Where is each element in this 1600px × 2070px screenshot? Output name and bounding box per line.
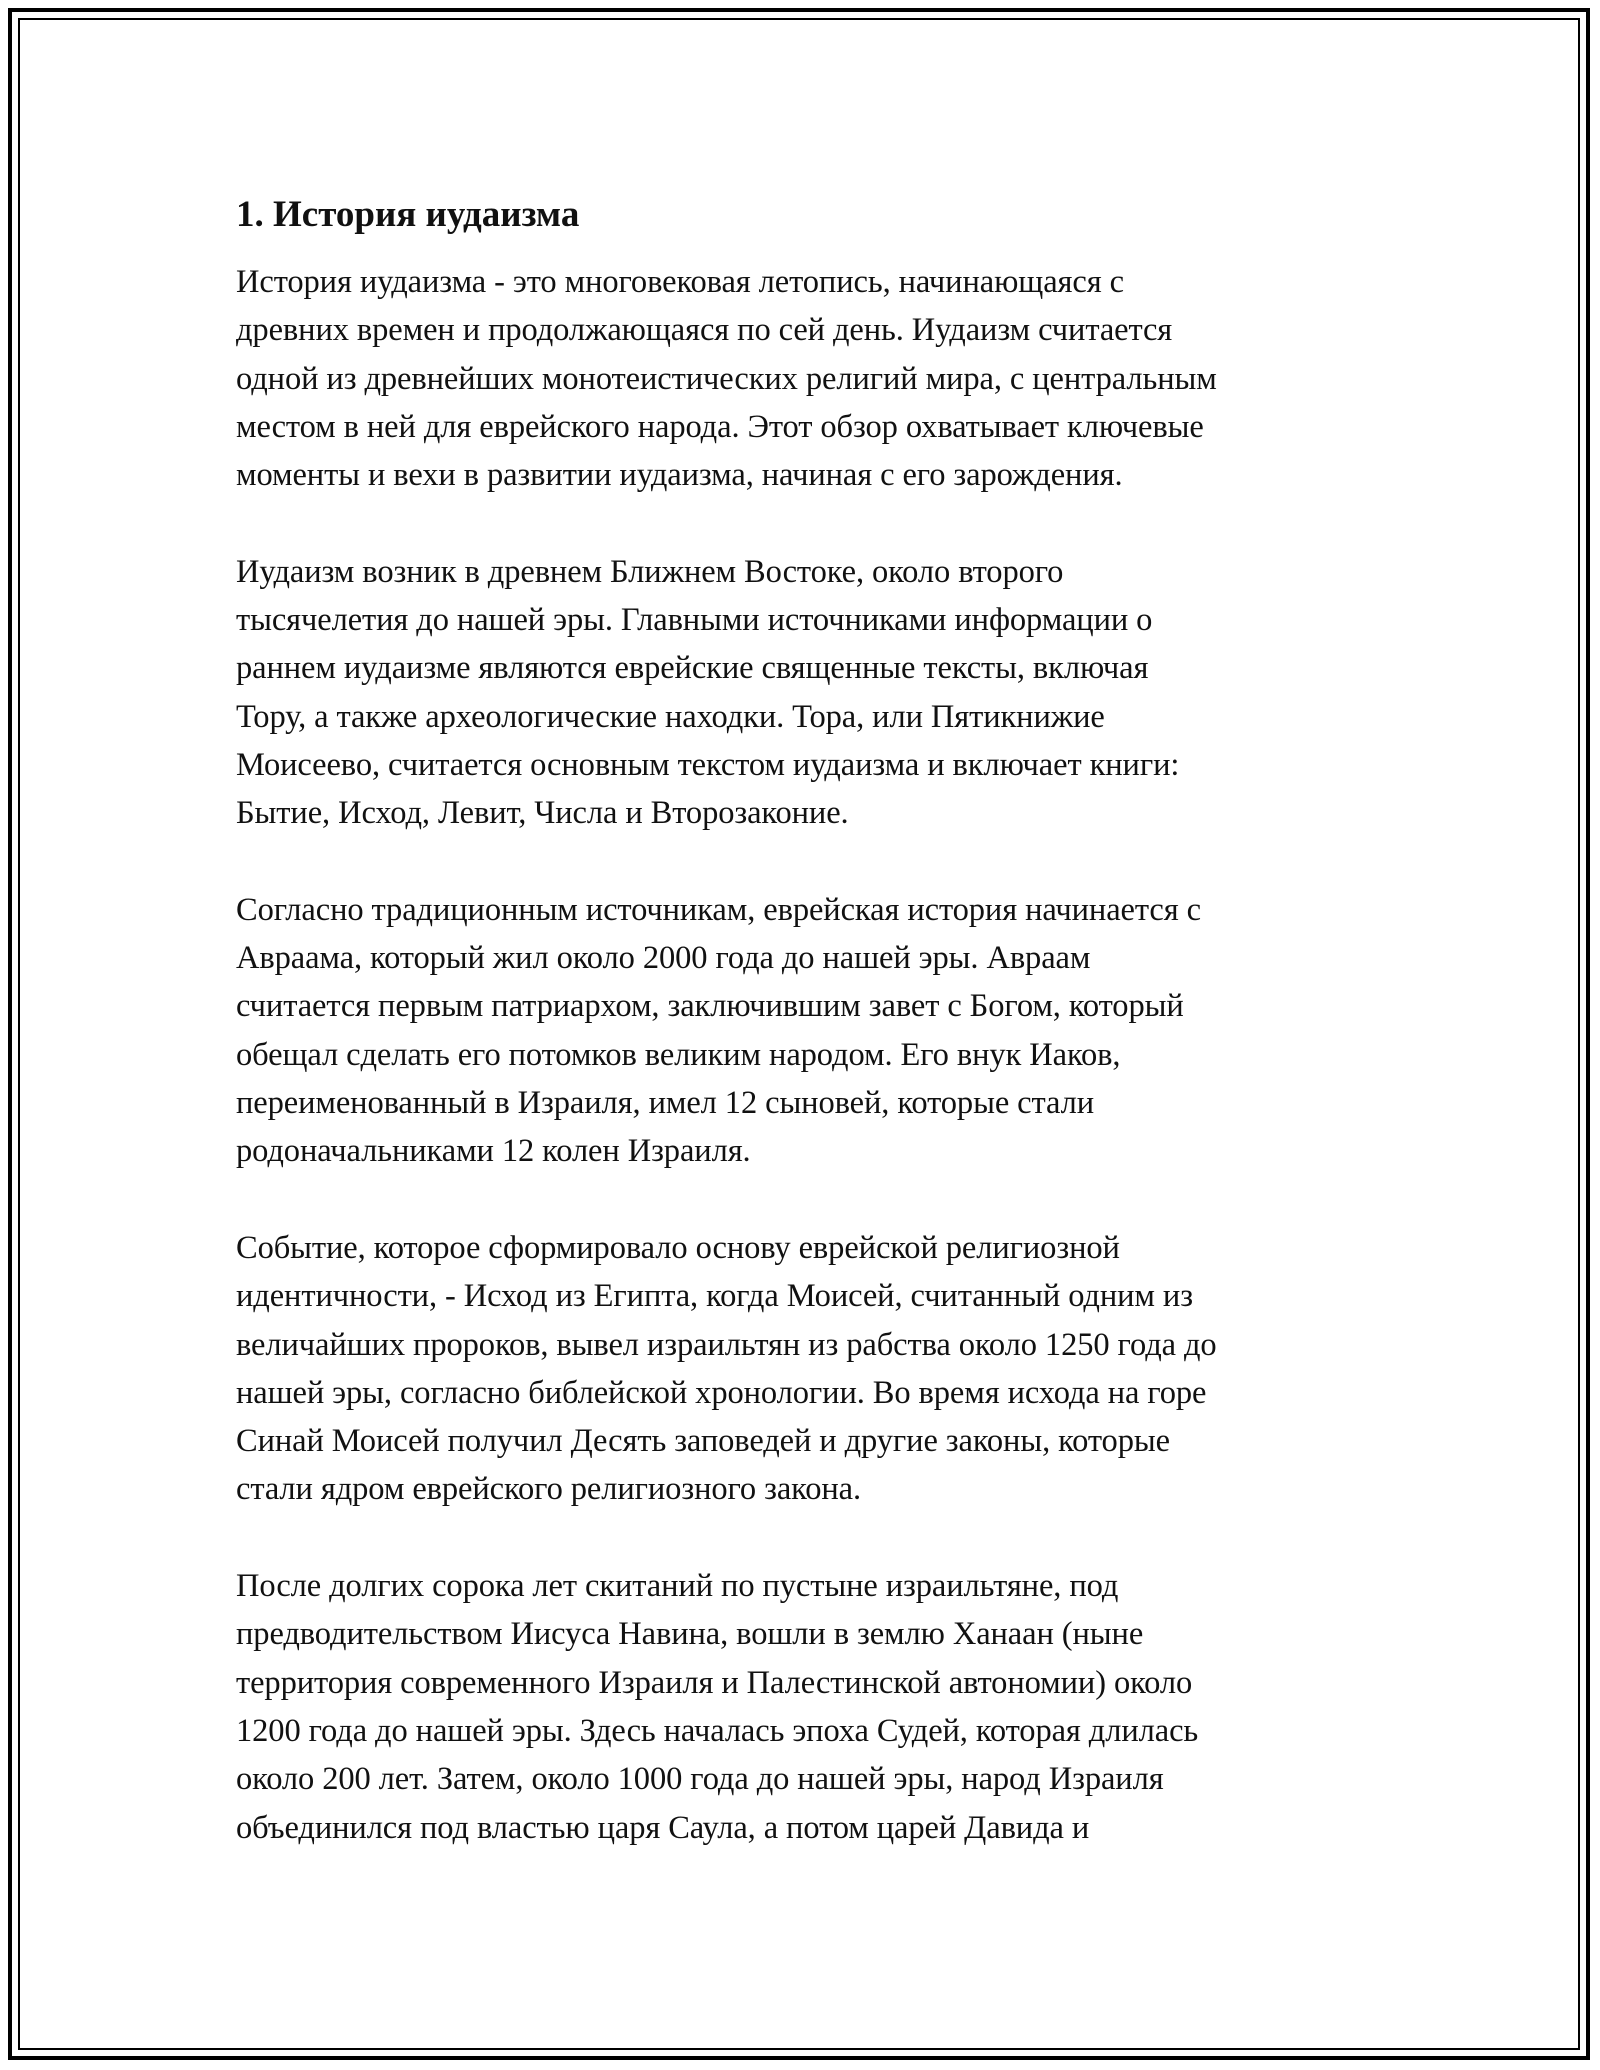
section-heading: 1. История иудаизма xyxy=(236,194,580,235)
paragraph-4: Событие, которое сформировало основу еврейской религиозной идентичности, - Исход из Египта, когда Моисей, считанный одним из величайших пророков, вывел израильтян из рабства около 1250 года до нашей эры, согласно библейской хронологии. Во время исхода на горе Синай Моисей получил Десять заповедей и другие законы, которые стали ядром еврейского религиозного закона. xyxy=(236,1229,1217,1508)
paragraph-2: Иудаизм возник в древнем Ближнем Востоке, около второго тысячелетия до нашей эры. Главными источниками информации о раннем иудаизме являются еврейские священные тексты, включая Тору, а также археологические находки. Тора, или Пятикнижие Моисеево, считается основным текстом иудаизма и включает книги: Бытие, Исход, Левит, Числа и Второзаконие. xyxy=(236,553,1180,832)
paragraph-1: История иудаизма - это многовековая летопись, начинающаяся с древних времен и продолжающаяся по сей день. Иудаизм считается одной из древнейших монотеистических религий мира, с центральным местом в ней для еврейского народа. Этот обзор охватывает ключевые моменты и вехи в развитии иудаизма, начиная с его зарождения. xyxy=(236,264,1217,494)
paragraph-3: Согласно традиционным источникам, еврейская история начинается с Авраама, который жил около 2000 года до нашей эры. Авраам считается первым патриархом, заключившим завет с Богом, который обещал сделать его потомков великим народом. Его внук Иаков, переименованный в Израиля, имел 12 сыновей, которые стали родоначальниками 12 колен Израиля. xyxy=(236,891,1201,1170)
document-body xyxy=(236,180,1376,1852)
paragraph-5: После долгих сорока лет скитаний по пустыне израильтяне, под предводительством Иисуса Навина, вошли в землю Ханаан (ныне территория современного Израиля и Палестинской автономии) около 1200 года до нашей эры. Здесь началась эпоха Судей, которая длилась около 200 лет. Затем, около 1000 года до нашей эры, народ Израиля объединился под властью царя Саула, а потом царей Давида и xyxy=(236,1568,1199,1846)
